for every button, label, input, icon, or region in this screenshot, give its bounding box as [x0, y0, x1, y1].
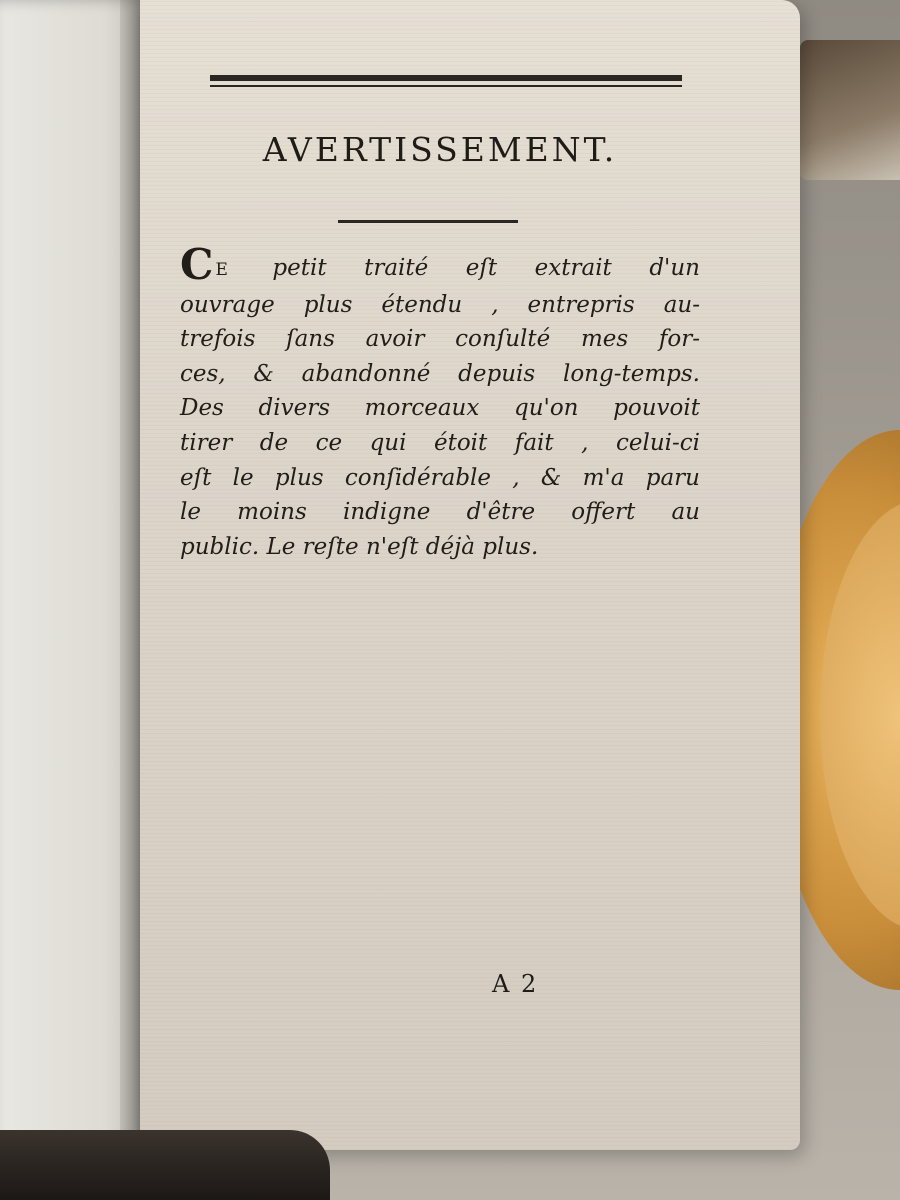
text-line — [180, 240, 700, 289]
heading-rule — [338, 220, 518, 223]
text-line: Des divers morceaux qu'on pouvoit — [180, 395, 700, 422]
holding-hand — [0, 1130, 330, 1200]
signature-mark: A 2 — [492, 970, 539, 998]
text-line: trefois ſans avoir conſulté mes for- — [180, 326, 700, 353]
text-line: eſt le plus conſidérable , & m'a paru — [180, 464, 700, 491]
page-heading: AVERTISSEMENT. — [262, 130, 618, 169]
text-line: ces, & abandonné depuis long-temps. — [180, 360, 700, 387]
top-rule-thin — [210, 85, 682, 87]
drop-cap: C — [180, 240, 214, 289]
background-object — [800, 40, 900, 180]
text-line-content: petit traité eſt extrait d'un — [234, 255, 700, 281]
text-line: public. Le reſte n'eſt déjà plus. — [180, 533, 539, 560]
small-cap: E — [215, 260, 229, 280]
book-page — [140, 0, 800, 1150]
text-line: ouvrage plus étendu , entrepris au- — [180, 291, 700, 318]
top-rule — [210, 75, 682, 81]
body-text — [180, 240, 700, 564]
text-line: tirer de ce qui étoit fait , celui-ci — [180, 429, 700, 456]
text-line: le moins indigne d'être offert au — [180, 499, 700, 526]
